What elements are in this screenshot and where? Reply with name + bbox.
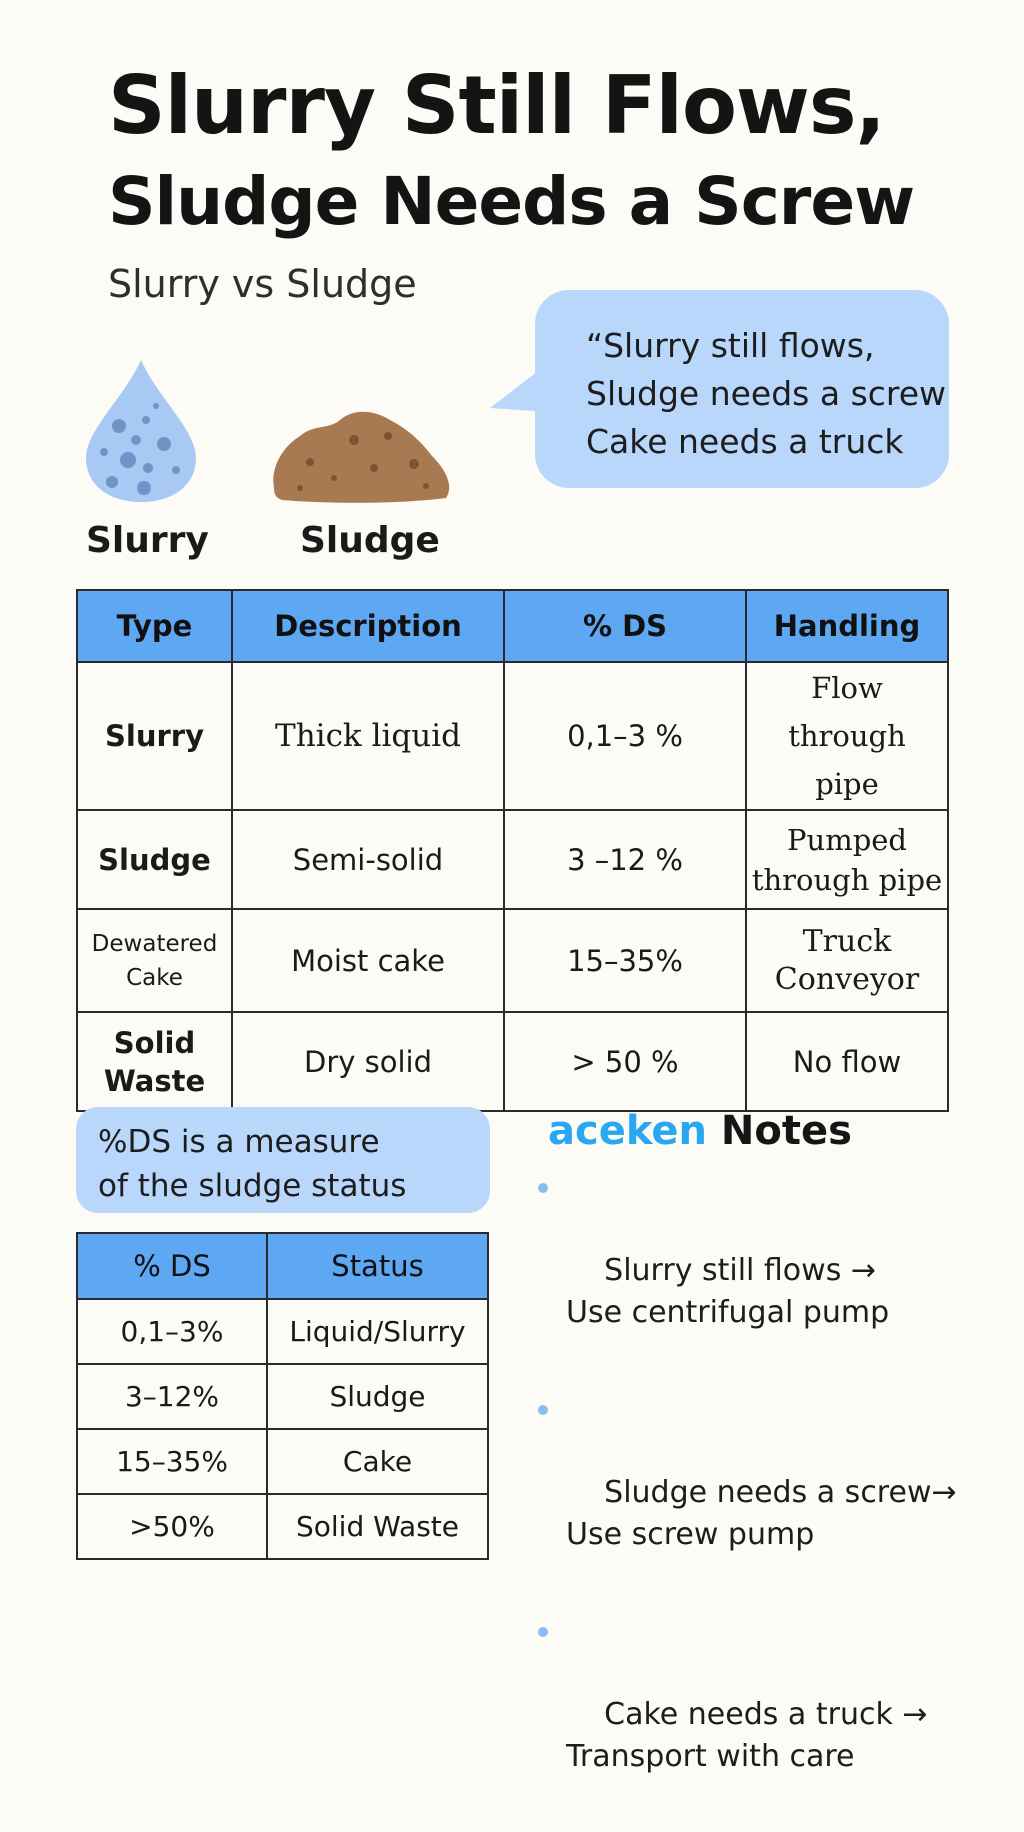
sludge-label: Sludge (300, 520, 440, 561)
table-row (77, 1299, 488, 1364)
table-row (77, 909, 948, 1012)
status-cell-status: Solid Waste (267, 1494, 488, 1559)
table-row (77, 1494, 488, 1559)
notes-heading (548, 1108, 852, 1154)
cell-handling: Pumped through pipe (746, 810, 948, 909)
bullet-icon (538, 1627, 548, 1637)
table-row (77, 662, 948, 810)
header-type: Type (77, 590, 232, 662)
status-header-ds: % DS (77, 1233, 267, 1299)
table-row (77, 1012, 948, 1111)
list-item (538, 1388, 1008, 1598)
table-row (77, 1364, 488, 1429)
cell-handling: Flow through pipe (746, 662, 948, 810)
header-description: Description (232, 590, 504, 662)
status-cell-ds: 15–35% (77, 1429, 267, 1494)
bullet-icon (538, 1183, 548, 1193)
bubble-tail (490, 362, 550, 412)
cell-description: Moist cake (232, 909, 504, 1012)
table-row (77, 810, 948, 909)
cell-type: Slurry (77, 662, 232, 810)
status-cell-status: Liquid/Slurry (267, 1299, 488, 1364)
notes-list (538, 1166, 1008, 1832)
list-item (538, 1610, 1008, 1820)
status-header-status: Status (267, 1233, 488, 1299)
comparison-table (76, 589, 949, 1112)
status-header-row (77, 1233, 488, 1299)
cell-ds: 3 –12 % (504, 810, 746, 909)
status-cell-ds: >50% (77, 1494, 267, 1559)
note-text: Sludge needs a screw→ Use screw pump (566, 1475, 957, 1552)
quote-text: “Slurry still flows, Sludge needs a screw Cake needs a truck (586, 326, 947, 461)
header-handling: Handling (746, 590, 948, 662)
title-line-1: Slurry Still Flows, (108, 59, 885, 152)
header-ds: % DS (504, 590, 746, 662)
table-row (77, 1429, 488, 1494)
water-drop-icon (84, 358, 198, 504)
cell-type: Dewatered Cake (77, 909, 232, 1012)
subtitle: Slurry vs Sludge (108, 262, 417, 306)
bullet-icon (538, 1405, 548, 1415)
list-item (538, 1166, 1008, 1376)
cell-type: Sludge (77, 810, 232, 909)
status-cell-ds: 0,1–3% (77, 1299, 267, 1364)
cell-description: Dry solid (232, 1012, 504, 1111)
cell-description: Thick liquid (232, 662, 504, 810)
status-cell-status: Cake (267, 1429, 488, 1494)
note-text: Cake needs a truck → Transport with care (566, 1697, 928, 1774)
title-line-2: Sludge Needs a Screw (108, 163, 915, 240)
ds-note-text: %DS is a measure of the sludge status (98, 1124, 407, 1204)
mud-pile-icon (270, 406, 454, 504)
status-cell-status: Sludge (267, 1364, 488, 1429)
slurry-label: Slurry (86, 520, 209, 561)
cell-ds: > 50 % (504, 1012, 746, 1111)
brand-logo: aceken (548, 1108, 707, 1154)
cell-type: Solid Waste (77, 1012, 232, 1111)
cell-handling: Truck Conveyor (746, 909, 948, 1012)
table-header-row (77, 590, 948, 662)
cell-ds: 0,1–3 % (504, 662, 746, 810)
cell-handling: No flow (746, 1012, 948, 1111)
status-cell-ds: 3–12% (77, 1364, 267, 1429)
notes-title: Notes (720, 1108, 852, 1154)
page-title (108, 58, 1008, 250)
cell-description: Semi-solid (232, 810, 504, 909)
cell-ds: 15–35% (504, 909, 746, 1012)
status-table (76, 1232, 489, 1560)
note-text: Slurry still flows → Use centrifugal pump (566, 1253, 890, 1330)
